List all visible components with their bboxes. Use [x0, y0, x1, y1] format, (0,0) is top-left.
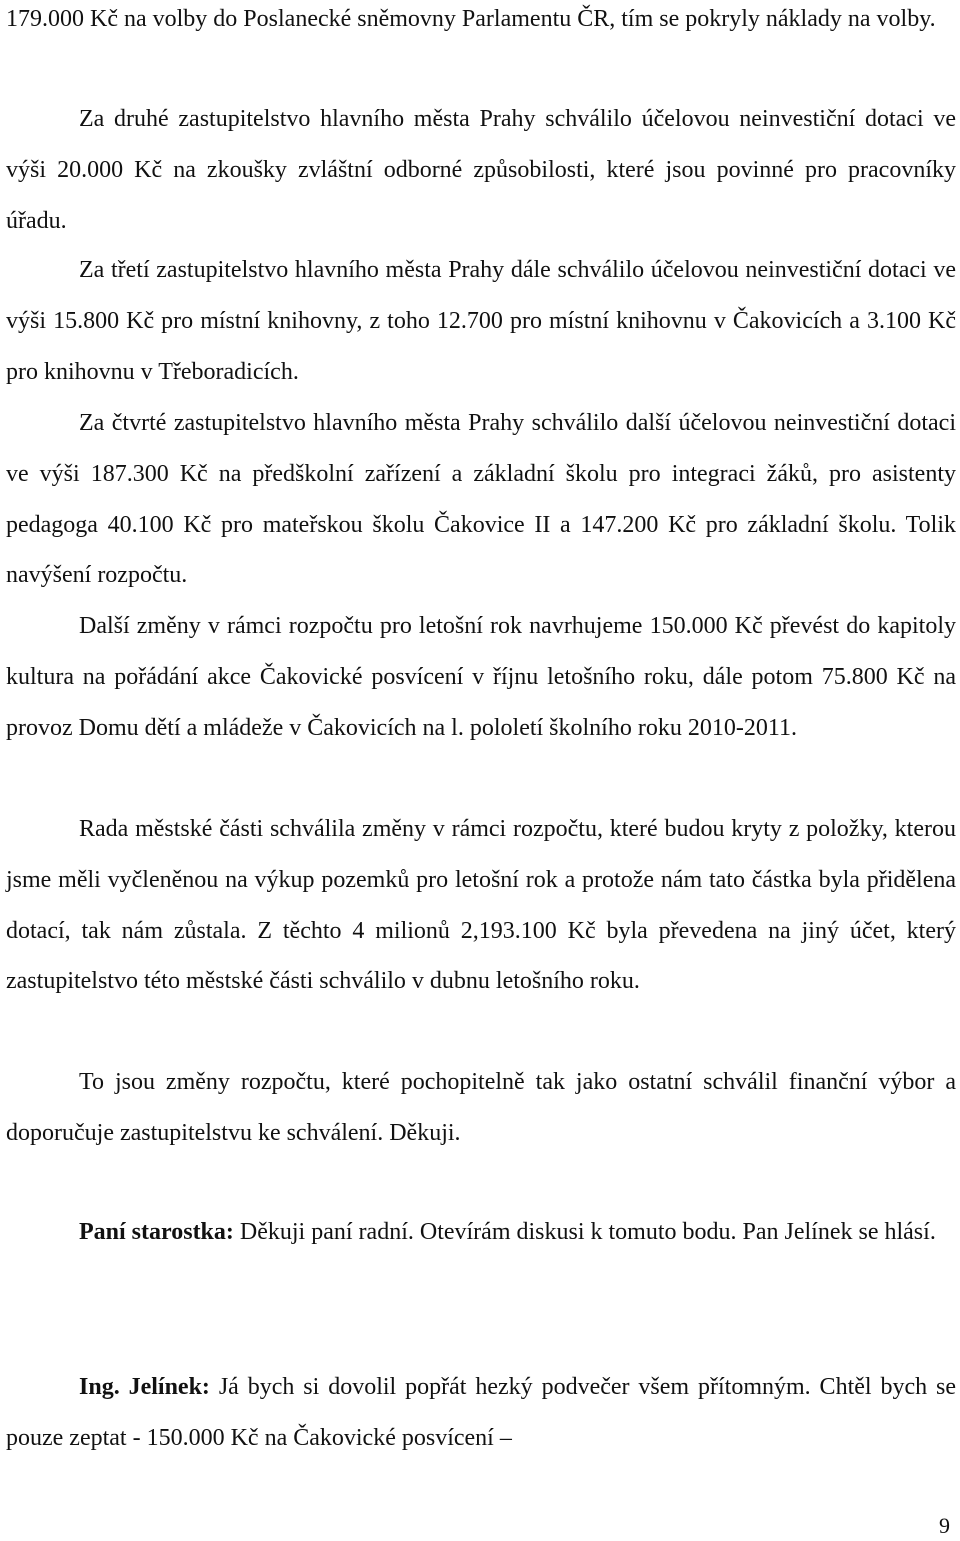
paragraph-second-subsidy: Za druhé zastupitelstvo hlavního města Prahy schválilo účelovou neinvestiční dotaci ve výši 20.000 Kč na zkoušky zvláštní odborné způsobilosti, které jsou povinné pro pracovníky úřadu. [6, 106, 956, 234]
speech-text: Děkuji paní radní. Otevírám diskusi k tomuto bodu. Pan Jelínek se hlásí. [233, 1219, 936, 1245]
paragraph-budget-changes: Další změny v rámci rozpočtu pro letošní rok navrhujeme 150.000 Kč převést do kapitoly kultura na pořádání akce Čakovické posvícení v říjnu letošního roku, dále potom 75.800 Kč na provoz Domu dětí a mládeže v Čakovicích na l. pololetí školního roku 2010-2011. [6, 613, 956, 741]
page-number: 9 [939, 1513, 950, 1538]
paragraph-continuation: 179.000 Kč na volby do Poslanecké sněmovny Parlamentu ČR, tím se pokryly náklady na volby. [6, 6, 936, 32]
speech-mayor [6, 1207, 956, 1258]
speaker-name: Ing. Jelínek: [79, 1374, 210, 1400]
speech-jelinek [6, 1362, 956, 1464]
paragraph-fourth-subsidy: Za čtvrté zastupitelstvo hlavního města Prahy schválilo další účelovou neinvestiční dotaci ve výši 187.300 Kč na předškolní zařízení a základní školu pro integraci žáků, pro asistenty pedagoga 40.100 Kč pro mateřskou školu Čakovice II a 147.200 Kč pro základní školu. Tolik navýšení rozpočtu. [6, 410, 956, 589]
speaker-name: Paní starostka: [79, 1219, 234, 1245]
paragraph-third-subsidy: Za třetí zastupitelstvo hlavního města Prahy dále schválilo účelovou neinvestiční dotaci ve výši 15.800 Kč pro místní knihovny, z toho 12.700 pro místní knihovnu v Čakovicích a 3.100 Kč pro knihovnu v Třeboradicích. [6, 257, 956, 385]
speech-text: Já bych si dovolil popřát hezký podvečer všem přítomným. Chtěl bych se pouze zeptat - 150.000 Kč na Čakovické posvícení – [6, 1374, 957, 1451]
paragraph-closing: To jsou změny rozpočtu, které pochopitelně tak jako ostatní schválil finanční výbor a doporučuje zastupitelstvu ke schválení. Děkuji. [6, 1069, 956, 1146]
paragraph-council-approval: Rada městské části schválila změny v rámci rozpočtu, které budou kryty z položky, kterou jsme měli vyčleněnou na výkup pozemků pro letošní rok a protože nám tato částka byla přidělena dotací, tak nám zůstala. Z těchto 4 milionů 2,193.100 Kč byla převedena na jiný účet, který zastupitelstvo této městské části schválilo v dubnu letošního roku. [6, 816, 956, 995]
